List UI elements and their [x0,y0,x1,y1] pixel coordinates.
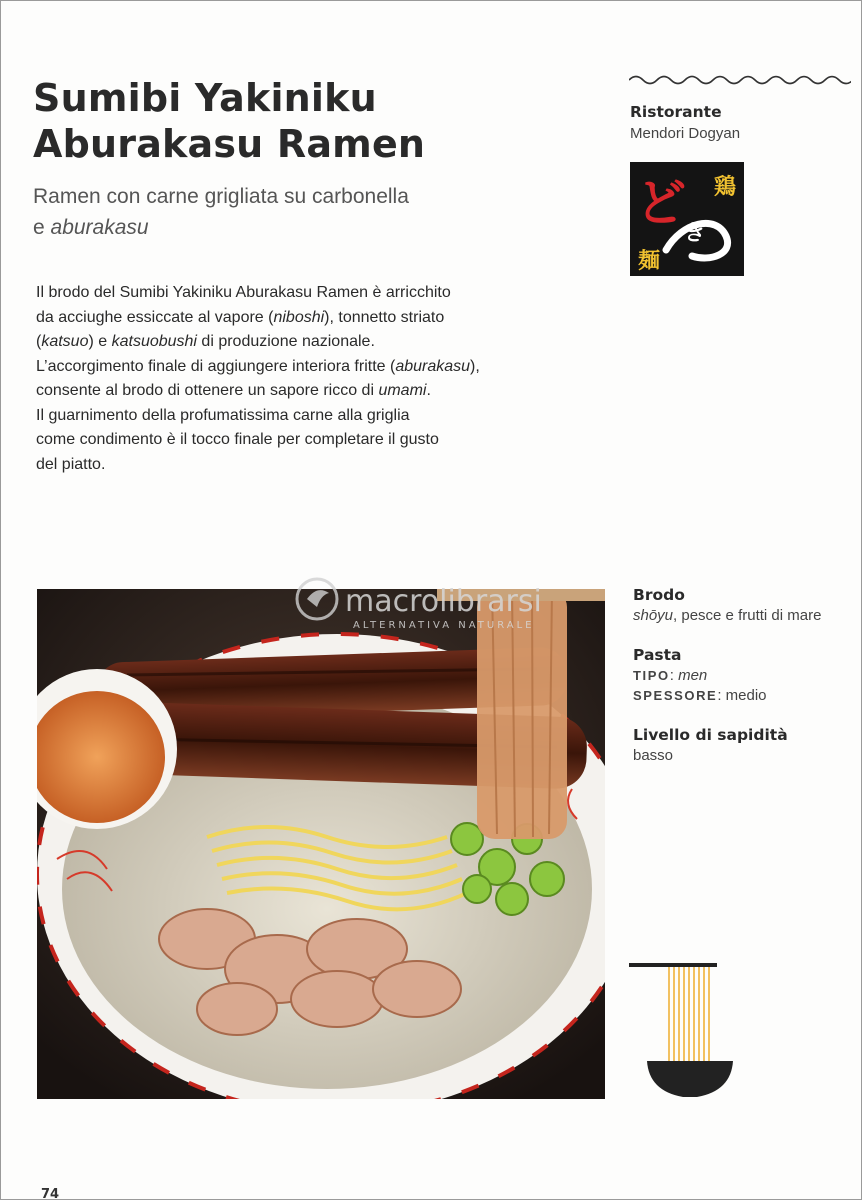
logo-glyph: ぎ [684,221,707,246]
dish-title-line: Aburakasu Ramen [33,122,426,166]
watermark [291,573,591,637]
ramen-photo [37,589,605,1099]
pasta-label: Pasta [633,646,682,664]
text-run: . [426,382,431,399]
noodle-bowl-icon [627,959,737,1107]
italic-term: aburakasu [395,357,471,375]
sapidita-label: Livello di sapidità [633,726,788,744]
wave-divider-icon [629,73,851,87]
subtitle-line: Ramen con carne grigliata su carbonella [33,185,409,208]
noodle-bowl-graphic [627,959,737,1103]
tipo-label: TIPO [633,668,670,683]
dish-subtitle [33,181,409,243]
description-line: del piatto. [36,455,106,473]
text-run: ) e [88,333,112,350]
text-run: di produzione nazionale. [196,333,375,350]
watermark-brand: macrolibrarsi [345,584,542,619]
description-line: Il brodo del Sumibi Yakiniku Aburakasu Ramen è arricchito [36,284,451,301]
watermark-tagline: ALTERNATIVA NATURALE [353,620,535,631]
logo-glyph: 鶏 [714,175,737,200]
description-line [36,355,566,380]
description-line [36,330,566,355]
restaurant-label: Ristorante [630,103,722,121]
sapidita-value: basso [633,747,674,764]
italic-term: katsuobushi [111,333,197,350]
spessore-label: SPESSORE [633,688,718,703]
italic-term: umami [378,382,427,399]
page-number: 74 [41,1187,60,1202]
subtitle-italic: aburakasu [50,216,149,239]
text-run: consente al brodo di ottenere un sapore ricco di [36,382,379,399]
ramen-bowl-image [37,589,605,1099]
description-paragraph [36,281,566,477]
description-line: Il guarnimento della profumatissima carne alla griglia [36,406,410,424]
subtitle-text: e [33,216,51,239]
subtitle-line [33,212,409,243]
watermark-logo-icon [291,573,591,633]
text-run: da acciughe essiccate al vapore ( [36,308,274,326]
description-line: come condimento è il tocco finale per completare il gusto [36,431,439,448]
brodo-value [633,607,821,624]
dish-title-line: Sumibi Yakiniku [33,76,377,120]
restaurant-logo-icon [630,162,744,276]
text-run: ), tonnetto striato [324,308,445,326]
spessore-value: medio [725,687,767,704]
italic-term: niboshi [273,308,325,326]
brodo-label: Brodo [633,586,685,604]
description-line [36,306,566,331]
logo-glyph: ど [636,174,686,232]
text-run: , pesce e frutti di mare [673,607,822,624]
restaurant-logo [630,162,744,276]
italic-term: shōyu [633,607,674,624]
dish-title [33,75,425,167]
pasta-spessore: SPESSORE: medio [633,687,767,704]
text-run: ( [36,333,42,350]
description-line [36,379,566,404]
tipo-value: men [678,667,708,684]
text-run: ), [470,357,480,375]
restaurant-name: Mendori Dogyan [630,125,741,142]
logo-glyph: 麺 [638,249,661,274]
italic-term: katsuo [41,333,89,350]
text-run: L’accorgimento finale di aggiungere interiora fritte ( [36,357,396,375]
pasta-tipo: TIPO: men [633,667,708,684]
